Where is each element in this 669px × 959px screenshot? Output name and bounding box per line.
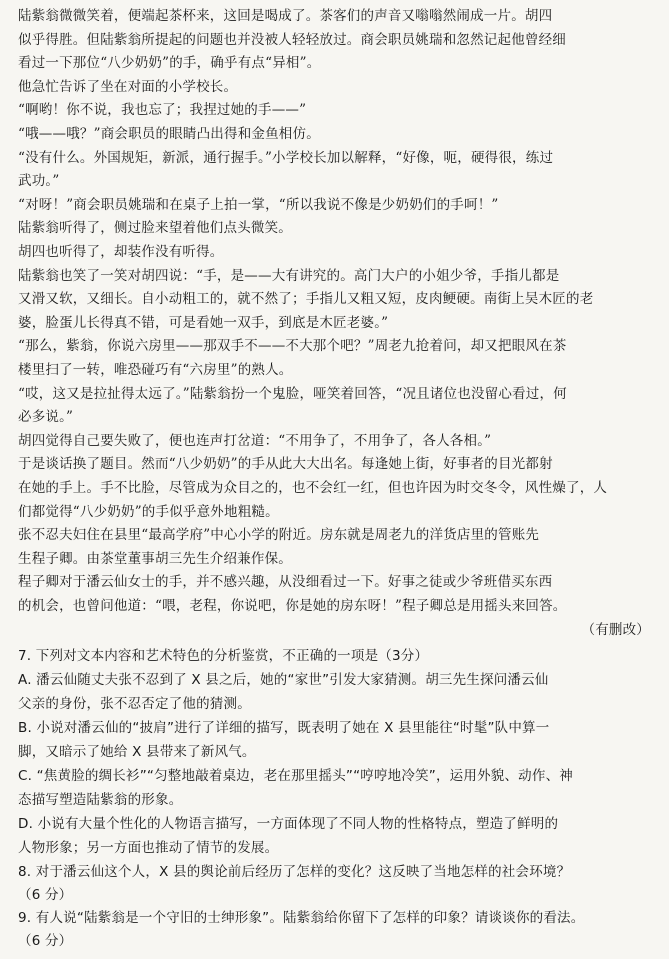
passage-line: 又滑又软，又细长。自小动粗工的，就不然了；手指儿又粗又短，皮肉鲠硬。南街上吴木匠的老	[18, 291, 594, 308]
passage-line: 张不忍夫妇住在县里“最高学府”中心小学的附近。房东就是周老九的洋货店里的管账先	[18, 527, 540, 544]
passage-line: 在她的手上。手不比脸，尽管成为众目之的，也不会红一红，但也许因为时交冬令，风性燥了，人	[18, 480, 608, 496]
question-7-option-line: 父亲的身份，张不忍否定了他的猜测。	[18, 696, 251, 712]
question-7-stem: 7. 下列对文本内容和艺术特色的分析鉴赏，不正确的一项是（3分）	[18, 648, 429, 664]
question-7-option-line: D. 小说有大量个性化的人物语言描写，一方面体现了不同人物的性格特点，塑造了鲜明的	[18, 816, 559, 832]
passage-line: “啊哟！你不说，我也忘了；我捏过她的手——”	[18, 102, 307, 119]
passage-line: “哎，这又是拉扯得太远了。”陆紫翁扮一个鬼脸，哑笑着回答，“况且诸位也没留心看过，何	[18, 385, 567, 402]
question-7-option-line: 脚，又暗示了她给 X 县带来了新风气。	[18, 744, 256, 760]
passage-line: “没有什么。外国规矩，新派，通行握手。”小学校长加以解释，“好像，呃，硬得很，练过	[18, 149, 554, 166]
passage-line: 胡四也听得了，却装作没有听得。	[18, 244, 224, 260]
passage-line: “那么，紫翁，你说六房里——那双手不——不大那个吧？”周老九抢着问，却又把眼风在茶	[18, 338, 567, 355]
passage-line: 的机会，也曾问他道：“喂，老程，你说吧，你是她的房东呀！”程子卿总是用摇头来回答。	[18, 598, 567, 614]
question-8-line: （6 分）	[18, 887, 73, 903]
source-note: （有删改）	[581, 622, 650, 638]
passage-line: 于是谈话换了题目。然而“八少奶奶”的手从此大大出名。每逢她上街，好事者的目光都射	[18, 456, 553, 473]
passage-line: 必多说。”	[18, 409, 74, 426]
passage-line: 楼里扫了一转，唯恐碰巧有“六房里”的熟人。	[18, 362, 293, 378]
passage-line: 陆紫翁微微笑着，便端起茶杯来，这回是喝成了。茶客们的声音又嗡嗡然闹成一片。胡四	[18, 8, 553, 24]
passage-line: “哦——哦？”商会职员的眼睛凸出得和金鱼相仿。	[18, 126, 320, 142]
passage-line: 程子卿对于潘云仙女士的手，并不感兴趣，从没细看过一下。好事之徒或少爷班借买东西	[18, 574, 553, 591]
passage-line: 陆紫翁听得了，侧过脸来望着他们点头微笑。	[18, 220, 292, 237]
passage-line: 婆，脸蛋儿长得真不错，可是看她一双手，到底是木匠老婆。”	[18, 314, 389, 331]
question-8-line: 8. 对于潘云仙这个人，X 县的舆论前后经历了怎样的变化？这反映了当地怎样的社会环境？	[18, 864, 571, 880]
passage-line: 看过一下那位“八少奶奶”的手，确乎有点“异相”。	[18, 55, 321, 72]
passage-line: 他急忙告诉了坐在对面的小学校长。	[18, 78, 238, 95]
question-7-option-line: 人物形象；另一方面也推动了情节的发展。	[18, 840, 279, 856]
passage-line: 武功。”	[18, 173, 60, 190]
passage-line: 似乎得胜。但陆紫翁所提起的问题也并没被人轻轻放过。商会职员姚瑞和忽然记起他曾经细	[18, 31, 566, 48]
question-7-option-line: B. 小说对潘云仙的“披肩”进行了详细的描写，既表明了她在 X 县里能往“时髦”队中算一	[18, 720, 550, 736]
question-9-line: 9. 有人说“陆紫翁是一个守旧的士绅形象”。陆紫翁给你留下了怎样的印象？请谈谈你的看法。	[18, 910, 585, 926]
question-7-option-line: 态描写塑造陆紫翁的形象。	[18, 792, 183, 808]
question-9-line: （6 分）	[18, 933, 73, 949]
passage-line: 胡四觉得自己要失败了，便也连声打岔道：“不用争了，不用争了，各人各相。”	[18, 432, 492, 449]
passage-line: 生程子卿。由茶堂董事胡三先生介绍兼作保。	[18, 550, 292, 567]
passage-line: 陆紫翁也笑了一笑对胡四说：“手，是——大有讲究的。高门大户的小姐少爷，手指儿都是	[18, 267, 560, 284]
passage-line: “对呀！”商会职员姚瑞和在桌子上拍一掌，“所以我说不像是少奶奶们的手呵！”	[18, 196, 499, 213]
question-7-option-line: A. 潘云仙随丈夫张不忍到了 X 县之后，她的“家世”引发大家猜测。胡三先生探问潘云仙	[18, 672, 549, 688]
question-7-option-line: C. “焦黄脸的绸长衫”“匀整地敲着桌边，老在那里摇头”“哼哼地冷笑”，运用外貌、动作、神	[18, 768, 573, 784]
passage-line: 们都觉得“八少奶奶”的手似乎意外地粗糙。	[18, 503, 279, 520]
